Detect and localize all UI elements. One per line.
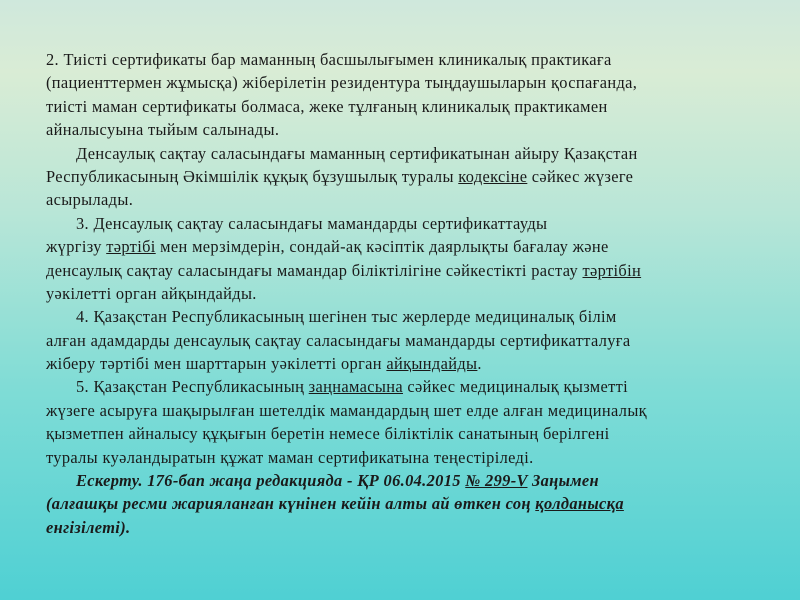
paragraph-text: Денсаулық сақтау саласындағы маманның сертификатынан айыру Қазақстан: [76, 143, 638, 163]
determines-link[interactable]: айқындайды: [386, 354, 478, 374]
text-line: [46, 329, 758, 352]
text-line: [46, 352, 758, 375]
paragraph-text: .: [477, 354, 482, 374]
paragraph-text: жүзеге асыруға шақырылған шетелдік мамандардың шет елде алған медициналық: [46, 400, 647, 420]
in-force-link[interactable]: қолданысқа: [535, 494, 624, 514]
text-line: [46, 446, 758, 469]
text-line: [46, 142, 758, 165]
paragraph-text: сәйкес жүзеге: [527, 166, 634, 186]
paragraph-text: алған адамдарды денсаулық сақтау саласындағы мамандарды сертификатталуға: [46, 330, 631, 350]
text-line: [46, 305, 758, 328]
text-line: [46, 422, 758, 445]
paragraph-text: туралы куәландыратын құжат маман сертификатына теңестіріледі.: [46, 447, 534, 467]
note-line: [46, 492, 758, 515]
note-text: (алғашқы ресми жарияланған күнінен кейін алты ай өткен соң: [46, 494, 536, 514]
paragraph-text: (пациенттермен жұмысқа) жіберілетін резидентура тыңдаушыларын қоспағанда,: [46, 73, 638, 93]
text-line: [46, 118, 758, 141]
text-line: [46, 48, 758, 71]
paragraph-text: Республикасының Әкімшілік құқық бұзушылық туралы: [46, 166, 459, 186]
paragraph-text: жіберу тәртібі мен шарттарын уәкілетті орган: [46, 354, 387, 374]
legal-text-block: [46, 48, 758, 539]
note-line: [46, 516, 758, 539]
paragraph-text: 5. Қазақстан Республикасының: [76, 377, 309, 397]
note-text: Заңымен: [527, 471, 600, 491]
paragraph-text: қызметпен айналысу құқығын беретін немесе біліктілік санатының берілгені: [46, 424, 610, 444]
procedure-link[interactable]: тәртібі: [106, 237, 156, 257]
text-line: [46, 71, 758, 94]
text-line: [46, 165, 758, 188]
text-line: [46, 399, 758, 422]
code-link[interactable]: кодексіне: [458, 166, 528, 186]
text-line: [46, 188, 758, 211]
note-line: [46, 469, 758, 492]
text-line: [46, 212, 758, 235]
procedure-link[interactable]: тәртібін: [582, 260, 642, 280]
text-line: [46, 259, 758, 282]
paragraph-text: асырылады.: [46, 190, 134, 210]
paragraph-text: 4. Қазақстан Республикасының шегінен тыс жерлерде медициналық білім: [76, 307, 617, 327]
paragraph-text: тиісті маман сертификаты болмаса, жеке тұлғаның клиникалық практикамен: [46, 96, 608, 116]
text-line: [46, 282, 758, 305]
paragraph-text: мен мерзімдерін, сондай-ақ кәсіптік даярлықты бағалау және: [155, 237, 609, 257]
note-text: Ескерту. 176-бап жаңа редакцияда - ҚР 06.04.2015: [76, 471, 466, 491]
paragraph-text: 2. Тиісті сертификаты бар маманның басшылығымен клиникалық практикаға: [46, 50, 612, 69]
legislation-link[interactable]: заңнамасына: [308, 377, 403, 397]
note-text: енгізілеті).: [46, 517, 131, 537]
text-line: [46, 95, 758, 118]
paragraph-text: уәкілетті орган айқындайды.: [46, 283, 257, 303]
paragraph-text: сәйкес медициналық қызметті: [402, 377, 629, 397]
paragraph-text: жүргізу: [46, 237, 107, 257]
text-line: [46, 235, 758, 258]
text-line: [46, 375, 758, 398]
paragraph-text: 3. Денсаулық сақтау саласындағы мамандарды сертификаттауды: [76, 213, 548, 233]
paragraph-text: денсаулық сақтау саласындағы мамандар біліктілігіне сәйкестікті растау: [46, 260, 583, 280]
paragraph-text: айналысуына тыйым салынады.: [46, 120, 280, 140]
law-number-link[interactable]: № 299-V: [465, 471, 528, 491]
